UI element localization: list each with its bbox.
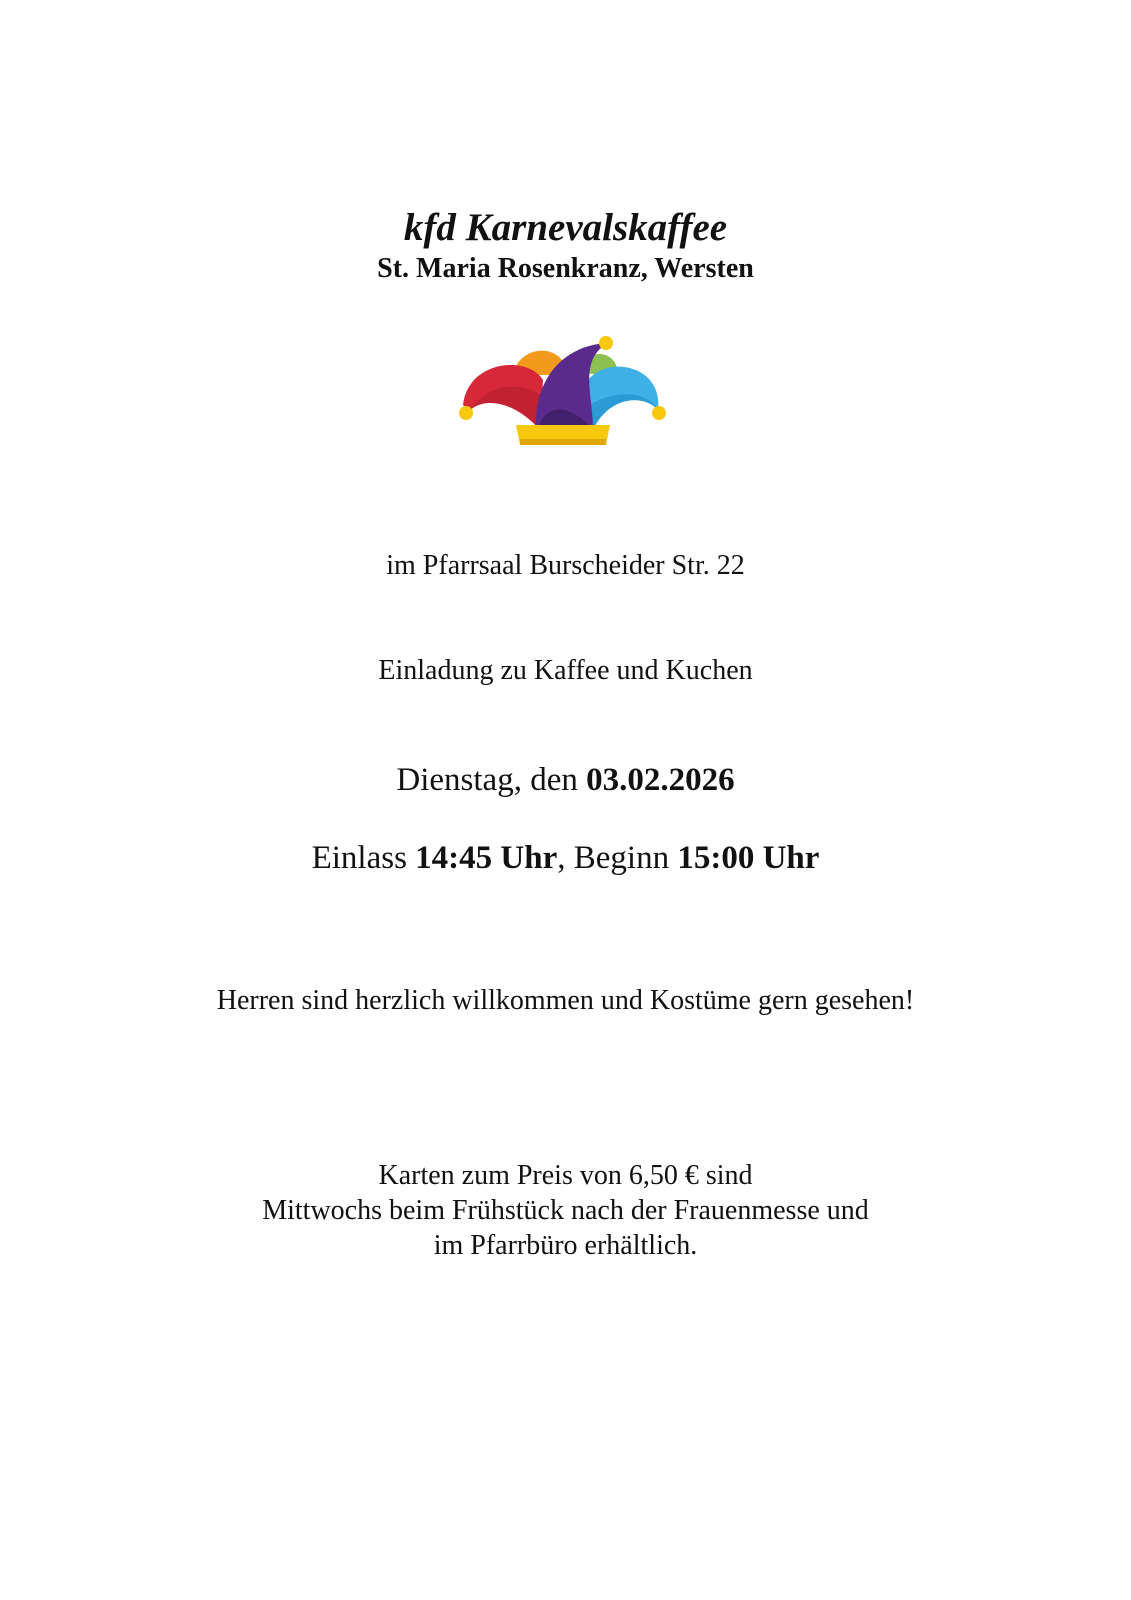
start-time: 15:00 Uhr — [677, 840, 820, 876]
date-prefix: Dienstag, den — [396, 762, 587, 798]
event-location: im Pfarrsaal Burscheider Str. 22 — [386, 550, 745, 581]
page-title: kfd Karnevalskaffee — [403, 206, 728, 249]
event-times — [0, 840, 1131, 877]
date-value: 03.02.2026 — [586, 762, 735, 798]
welcome-note: Herren sind herzlich willkommen und Kostüme gern gesehen! — [216, 985, 915, 1016]
page-subtitle: St. Maria Rosenkranz, Wersten — [377, 253, 754, 284]
event-date — [0, 762, 1131, 799]
ticket-info — [0, 1158, 1131, 1263]
start-label: , Beginn — [557, 840, 678, 876]
ticket-line: im Pfarrbüro erhältlich. — [433, 1230, 698, 1261]
entry-label: Einlass — [311, 840, 416, 876]
ticket-line: Mittwochs beim Frühstück nach der Frauenmesse und — [262, 1195, 869, 1226]
entry-time: 14:45 Uhr — [415, 840, 558, 876]
event-invitation: Einladung zu Kaffee und Kuchen — [378, 655, 753, 686]
ticket-line: Karten zum Preis von 6,50 € sind — [378, 1160, 753, 1191]
jester-hat-icon — [458, 335, 668, 455]
